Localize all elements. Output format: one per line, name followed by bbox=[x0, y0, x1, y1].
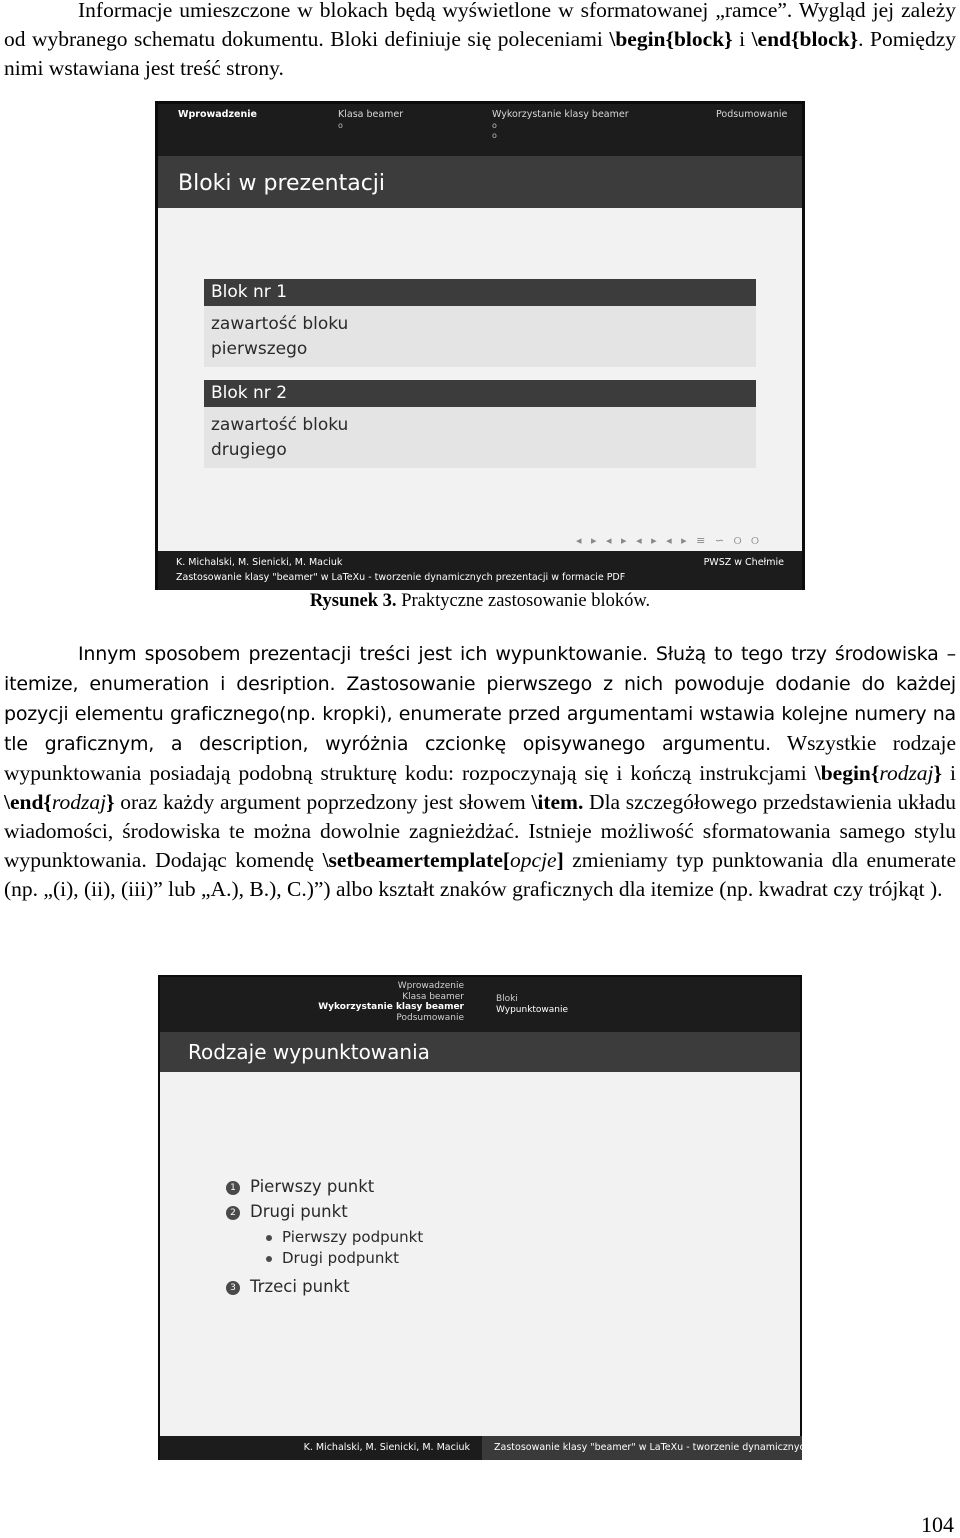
enumerate-ball-icon: 3 bbox=[226, 1281, 240, 1295]
slide-nav-bar bbox=[160, 977, 800, 1032]
intro-paragraph: Informacje umieszczone w blokach będą wyświetlone w sformatowanej „ramce”. Wygląd jej zależy od wybranego schematu dokumentu. Bloki definiuje się poleceniami \begin{block} i \end{block}. Pomiędzy nimi wstawiana jest treść strony. bbox=[4, 0, 956, 80]
nav-section: Wykorzystanie klasy beamer bbox=[492, 109, 629, 120]
slide-title: Bloki w prezentacji bbox=[158, 156, 802, 208]
slide-blocks-figure bbox=[155, 101, 805, 590]
caption-label: Rysunek 3. bbox=[309, 591, 397, 611]
block-1 bbox=[204, 279, 756, 367]
slide-title: Rodzaje wypunktowania bbox=[160, 1032, 800, 1072]
list-item: 3 Trzeci punkt bbox=[226, 1277, 350, 1296]
begin-block-command: \begin{block} bbox=[609, 27, 733, 51]
footer-subtitle: Zastosowanie klasy "beamer" w LaTeXu - tworzenie dynamicznych prezentacji w formacie PDF bbox=[176, 572, 626, 583]
enumerate-ball-icon: 1 bbox=[226, 1181, 240, 1195]
block-body: zawartość bloku drugiego bbox=[204, 407, 756, 468]
beamer-navigation-icons: ◂ ▸ ◂ ▸ ◂ ▸ ◂ ▸ ≡ ∽ ୦ ୦ bbox=[576, 534, 762, 547]
sub-list-item: Drugi podpunkt bbox=[266, 1249, 399, 1267]
nav-dots: o bbox=[338, 121, 343, 130]
block-2 bbox=[204, 380, 756, 468]
bullet-icon bbox=[266, 1235, 272, 1241]
nav-section: Wprowadzenie bbox=[178, 109, 257, 120]
block-title: Blok nr 2 bbox=[204, 380, 756, 407]
nav-subsections: Bloki Wypunktowanie bbox=[496, 994, 569, 1015]
footer-authors: K. Michalski, M. Sienicki, M. Maciuk bbox=[176, 557, 343, 568]
block-title: Blok nr 1 bbox=[204, 279, 756, 306]
nav-section: Podsumowanie bbox=[716, 109, 788, 120]
page-number: 104 bbox=[921, 1512, 954, 1537]
footer-authors: K. Michalski, M. Sienicki, M. Maciuk bbox=[303, 1442, 470, 1453]
bullet-icon bbox=[266, 1256, 272, 1262]
list-item: 2 Drugi punkt bbox=[226, 1202, 348, 1221]
itemize-paragraph: Innym sposobem prezentacji treści jest ich wypunktowanie. Służą to tego trzy środowiska – itemize, enumeration i desription. Zastosowanie pierwszego z nich powoduje dodanie do każdej pozycji elementu graficznego(np. kropki), enumerate przed argumentami wstawia kolejne numery na tle graficznym, a description, wyróżnia czcionkę opisywanego argumentu. Wszystkie rodzaje wypunktowania posiadają podobną strukturę kodu: rozpoczynają się i kończą instrukcjami \begin{rodzaj} i \end{rodzaj} oraz każdy argument poprzedzony jest słowem \item. Dla szczegółowego przedstawienia układu wiadomości, środowiska te można dowolnie zagnieżdżać. Istnieje możliwość sformatowania samego stylu wypunktowania. Dodając komendę \setbeamertemplate[opcje] zmieniamy typ punktowania dla enumerate (np. „(i), (ii), (iii)” lub „A.), B.), C.)”) albo kształt znaków graficznych dla itemize (np. kwadrat czy trójkąt ). bbox=[4, 643, 956, 901]
enumerate-ball-icon: 2 bbox=[226, 1206, 240, 1220]
nav-section: Klasa beamer bbox=[338, 109, 404, 120]
figure-caption: Rysunek 3. Praktyczne zastosowanie bloków. bbox=[309, 591, 651, 611]
slide-footer bbox=[158, 551, 802, 590]
footer-institution: PWSZ w Chełmie bbox=[703, 557, 784, 568]
footer-subtitle: Zastosowanie klasy "beamer" w LaTeXu - tworzenie dynamicznych prezentacji bbox=[482, 1436, 802, 1460]
slide-footer bbox=[160, 1436, 867, 1460]
slide-nav-bar bbox=[158, 104, 802, 156]
nav-dots: o o bbox=[492, 121, 497, 140]
block-body: zawartość bloku pierwszego bbox=[204, 306, 756, 367]
list-item: 1 Pierwszy punkt bbox=[226, 1177, 374, 1196]
end-block-command: \end{block} bbox=[751, 27, 859, 51]
nav-sections: Wprowadzenie Klasa beamer Wykorzystanie klasy beamer Podsumowanie bbox=[318, 981, 464, 1023]
slide-itemize-figure bbox=[158, 975, 867, 1460]
sub-list-item: Pierwszy podpunkt bbox=[266, 1228, 423, 1246]
